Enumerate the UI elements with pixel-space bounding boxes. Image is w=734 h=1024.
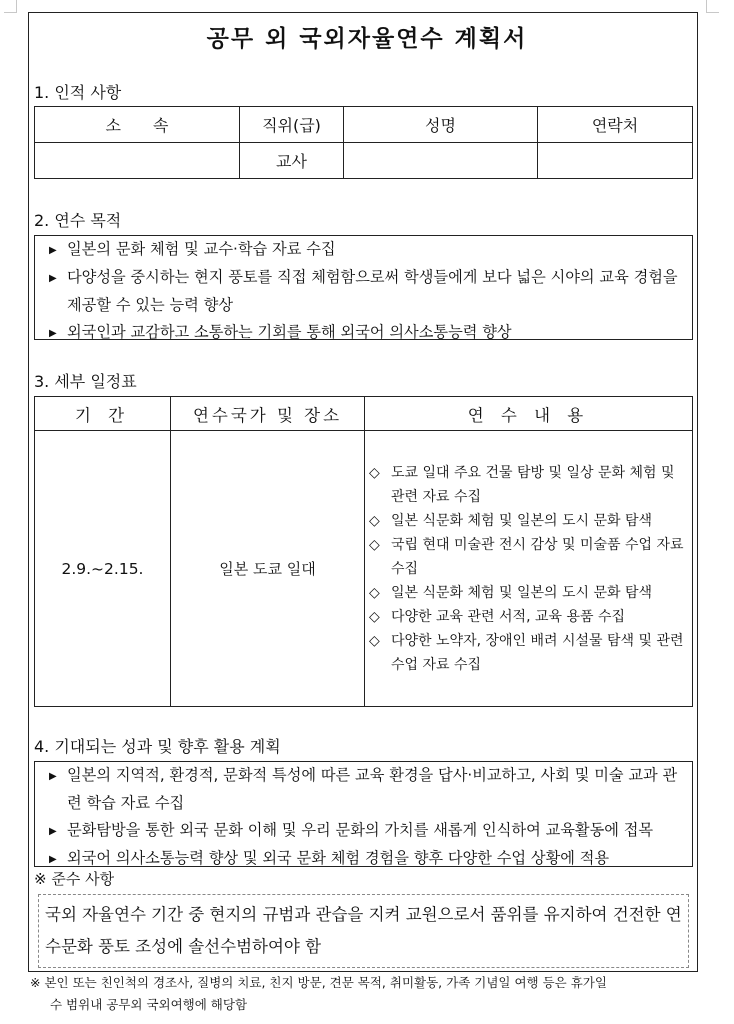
triangle-bullet-icon: ▶ xyxy=(49,245,57,256)
table-row xyxy=(35,431,693,707)
content-text: 일본 식문화 체험 및 일본의 도시 문화 탐색 xyxy=(391,584,653,601)
list-item xyxy=(369,629,684,677)
cell-place: 일본 도쿄 일대 xyxy=(171,431,365,707)
triangle-bullet-icon: ▶ xyxy=(49,854,57,865)
compliance-box xyxy=(38,894,689,968)
purpose-text: 일본의 문화 체험 및 교수·학습 자료 수집 xyxy=(67,240,336,258)
compliance-heading: ※ 준수 사항 xyxy=(34,870,115,888)
content-text: 다양한 교육 관련 서적, 교육 용품 수집 xyxy=(391,608,626,625)
diamond-bullet-icon: ◇ xyxy=(369,608,380,625)
corner-mark-top-left xyxy=(4,0,17,13)
diamond-bullet-icon: ◇ xyxy=(369,584,380,601)
header-period: 기 간 xyxy=(35,397,171,431)
diamond-bullet-icon: ◇ xyxy=(369,464,380,481)
section2-heading: 2. 연수 목적 xyxy=(34,211,122,230)
footnote-line1: ※ 본인 또는 친인척의 경조사, 질병의 치료, 친지 방문, 견문 목적, 취미활동, 가족 기념일 여행 등은 휴가일 xyxy=(30,975,607,990)
personal-info-table xyxy=(34,106,693,179)
list-item xyxy=(43,236,686,264)
triangle-bullet-icon: ▶ xyxy=(49,826,57,837)
footnote-line2: 수 범위내 공무외 국외여행에 해당함 xyxy=(50,997,248,1012)
content-text: 일본 식문화 체험 및 일본의 도시 문화 탐색 xyxy=(391,512,653,529)
table-header-row xyxy=(35,397,693,431)
purpose-box xyxy=(34,235,693,340)
list-item xyxy=(43,264,686,319)
purpose-text: 외국인과 교감하고 소통하는 기회를 통해 외국어 의사소통능력 향상 xyxy=(67,323,512,341)
list-item xyxy=(369,533,684,581)
content-text: 국립 현대 미술관 전시 감상 및 미술품 수업 자료 수집 xyxy=(391,536,684,577)
cell-name xyxy=(344,143,538,179)
footnote xyxy=(30,972,720,1016)
list-item xyxy=(369,509,684,533)
list-item xyxy=(43,817,686,845)
table-row xyxy=(35,143,693,179)
header-position: 직위(급) xyxy=(240,107,344,143)
triangle-bullet-icon: ▶ xyxy=(49,328,57,339)
cell-affiliation xyxy=(35,143,240,179)
section4-heading: 4. 기대되는 성과 및 향후 활용 계획 xyxy=(34,737,281,756)
diamond-bullet-icon: ◇ xyxy=(369,536,380,553)
content-text: 도쿄 일대 주요 건물 탐방 및 일상 문화 체험 및 관련 자료 수집 xyxy=(391,464,675,505)
content-text: 다양한 노약자, 장애인 배려 시설물 탐색 및 관련 수업 자료 수집 xyxy=(391,632,684,673)
list-item xyxy=(43,319,686,347)
cell-contact xyxy=(538,143,693,179)
outcomes-box xyxy=(34,761,693,867)
header-place: 연수국가 및 장소 xyxy=(171,397,365,431)
corner-mark-top-right xyxy=(706,0,719,13)
schedule-table xyxy=(34,396,693,707)
header-contact: 연락처 xyxy=(538,107,693,143)
purpose-text: 다양성을 중시하는 현지 풍토를 직접 체험함으로써 학생들에게 보다 넓은 시야의 교육 경험을 제공할 수 있는 능력 향상 xyxy=(67,268,678,314)
outcome-text: 외국어 의사소통능력 향상 및 외국 문화 체험 경험을 향후 다양한 수업 상황에 적용 xyxy=(67,849,610,867)
triangle-bullet-icon: ▶ xyxy=(49,273,57,284)
compliance-text: 국외 자율연수 기간 중 현지의 규범과 관습을 지켜 교원으로서 품위를 유지하여 건전한 연수문화 풍토 조성에 솔선수범하여야 함 xyxy=(45,905,682,956)
section3-heading: 3. 세부 일정표 xyxy=(34,372,137,391)
list-item xyxy=(43,845,686,873)
diamond-bullet-icon: ◇ xyxy=(369,512,380,529)
cell-period: 2.9.~2.15. xyxy=(35,431,171,707)
list-item xyxy=(43,762,686,817)
header-name: 성명 xyxy=(344,107,538,143)
diamond-bullet-icon: ◇ xyxy=(369,632,380,649)
document-title: 공무 외 국외자율연수 계획서 xyxy=(206,26,528,52)
outcome-text: 문화탐방을 통한 외국 문화 이해 및 우리 문화의 가치를 새롭게 인식하여 교육활동에 접목 xyxy=(67,821,654,839)
list-item xyxy=(369,605,684,629)
cell-position: 교사 xyxy=(240,143,344,179)
triangle-bullet-icon: ▶ xyxy=(49,771,57,782)
outcome-text: 일본의 지역적, 환경적, 문화적 특성에 따른 교육 환경을 답사·비교하고, 사회 및 미술 교과 관련 학습 자료 수집 xyxy=(67,766,678,812)
list-item xyxy=(369,461,684,509)
header-affiliation: 소 속 xyxy=(35,107,240,143)
table-header-row xyxy=(35,107,693,143)
section1-heading: 1. 인적 사항 xyxy=(34,83,122,102)
cell-contents xyxy=(365,431,693,707)
list-item xyxy=(369,581,684,605)
header-contents: 연 수 내 용 xyxy=(365,397,693,431)
